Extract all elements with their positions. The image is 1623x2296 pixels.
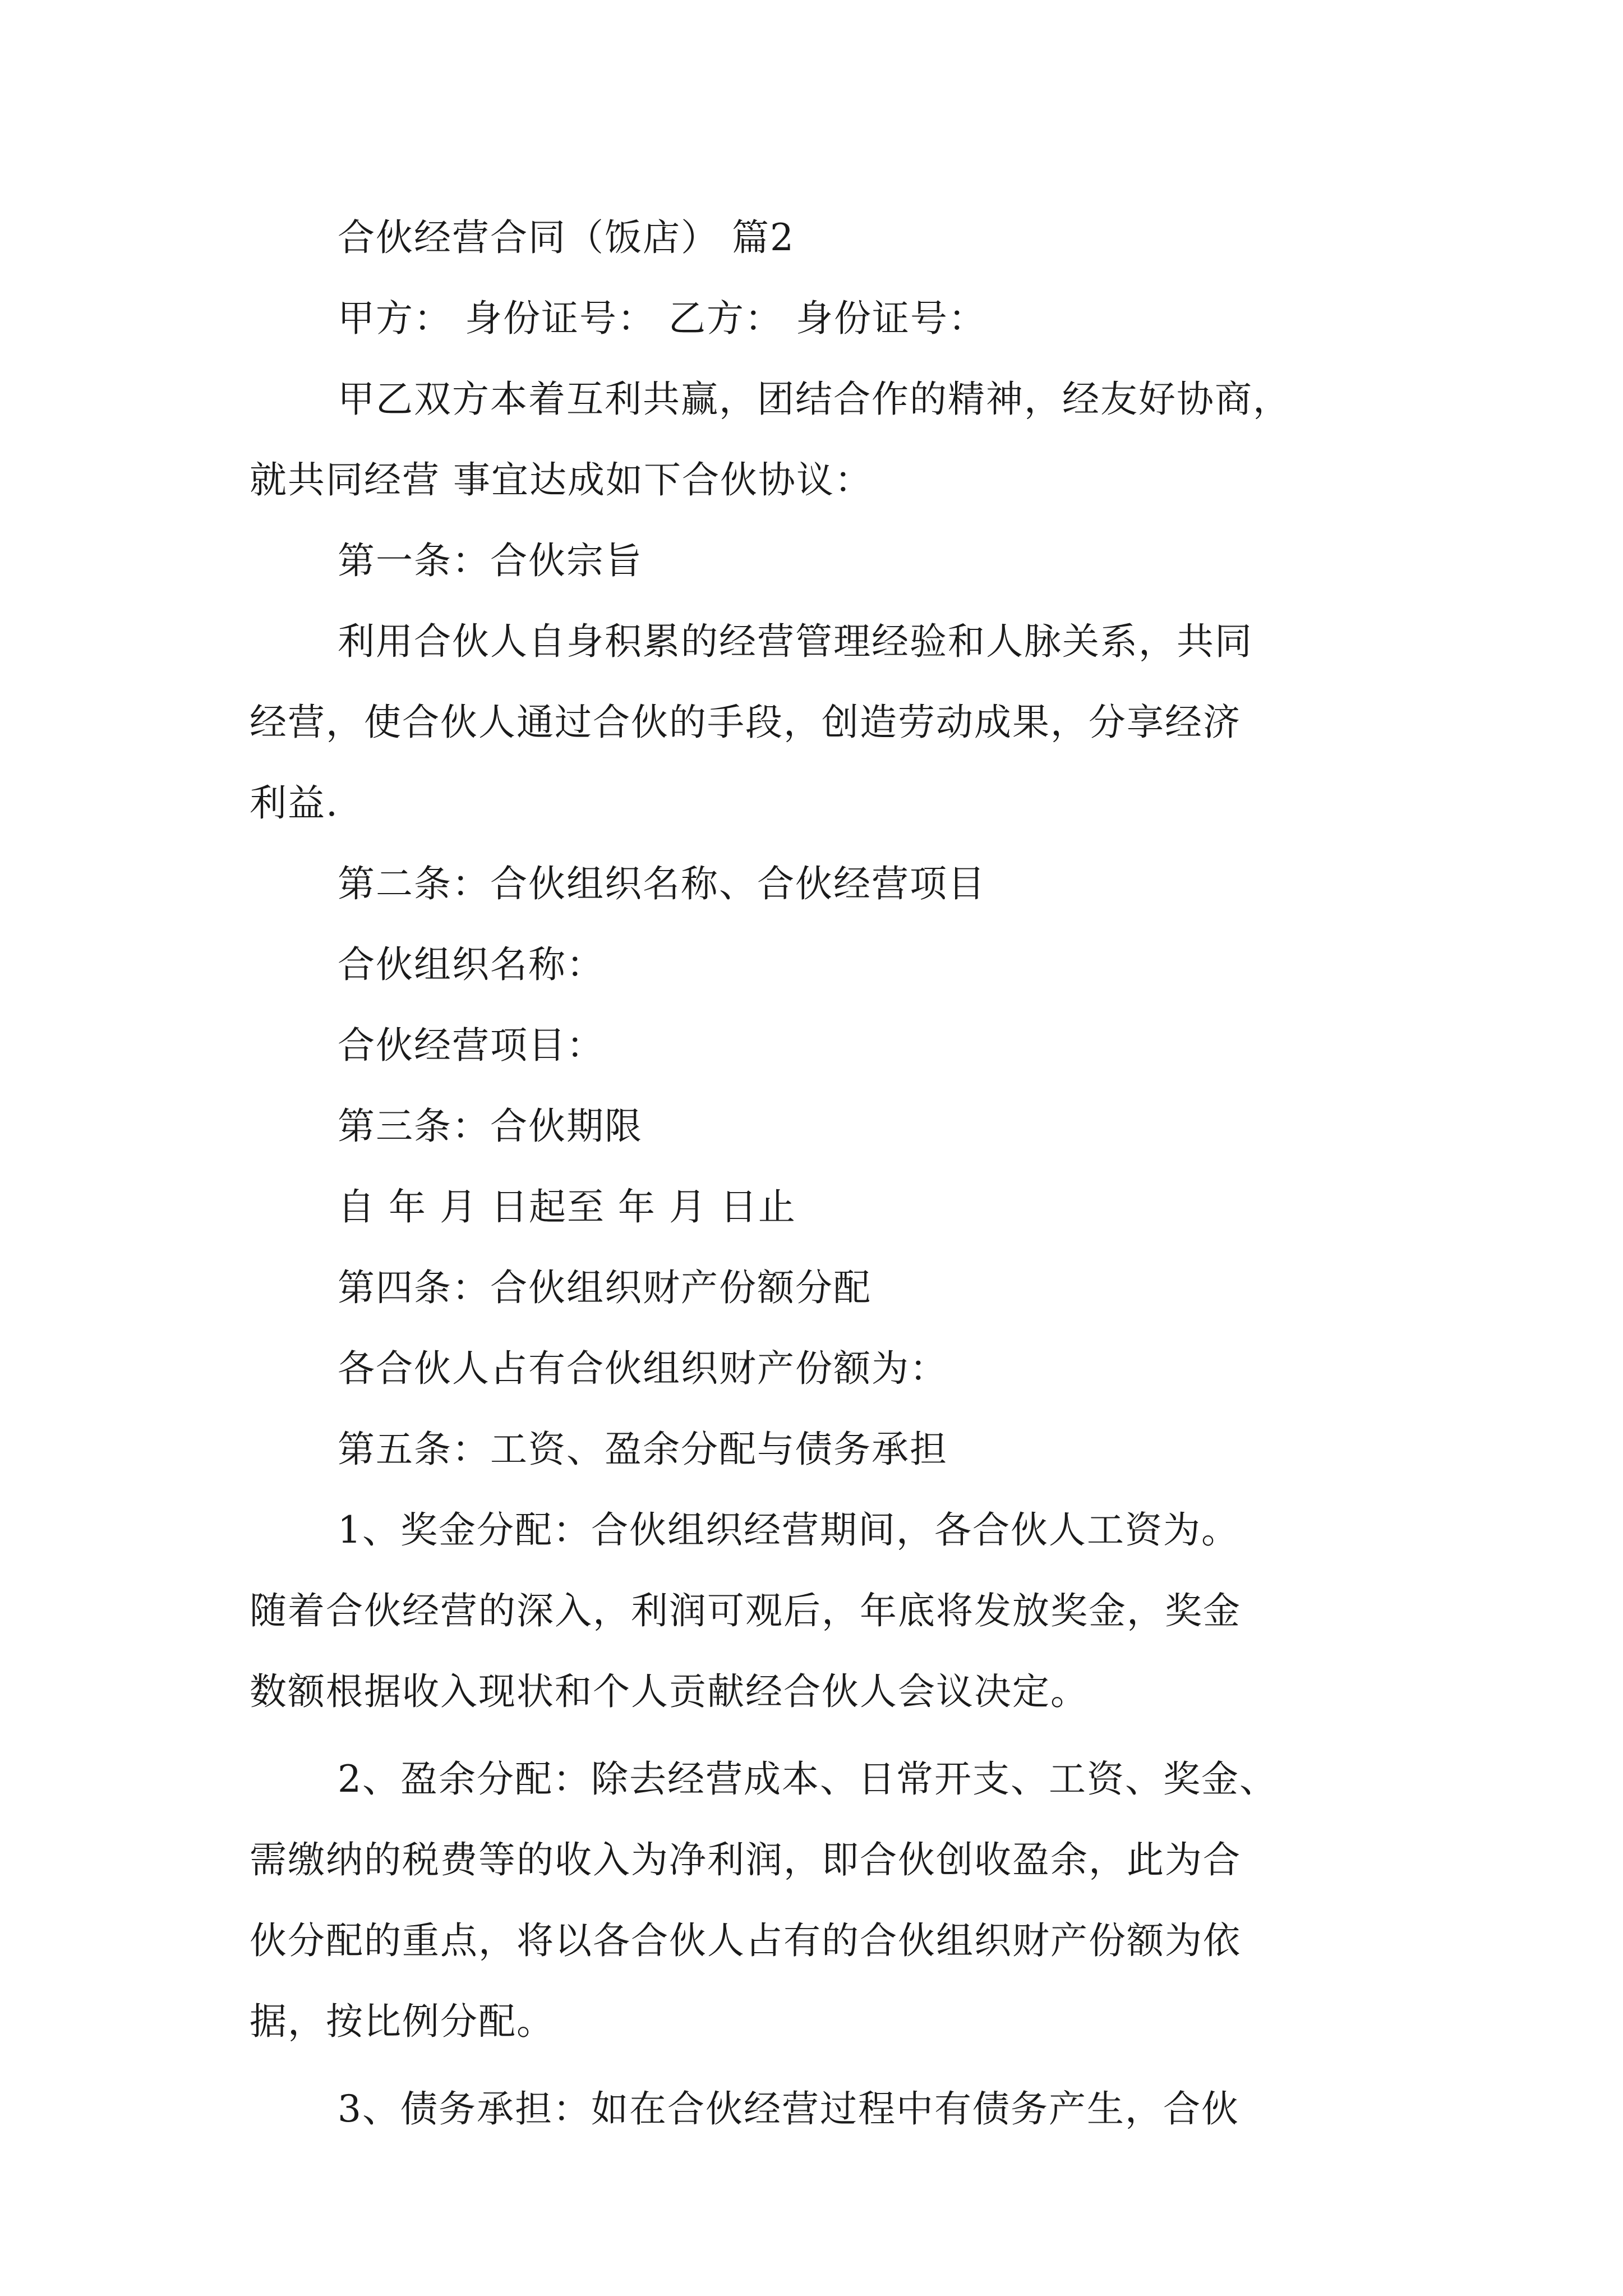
article-5-p1-line-1: 1、奖金分配：合伙组织经营期间，各合伙人工资为。 — [338, 1508, 1239, 1552]
article-1-line-3: 利益. — [250, 781, 339, 825]
article-5-p3-line-1: 3、债务承担：如在合伙经营过程中有债务产生，合伙 — [338, 2087, 1239, 2131]
article-3-term: 自 年 月 日起至 年 月 日止 — [338, 1185, 796, 1228]
article-2-project: 合伙经营项目： — [338, 1024, 605, 1067]
parties-line: 甲方： 身份证号： 乙方： 身份证号： — [338, 297, 986, 340]
article-1-line-2: 经营，使合伙人通过合伙的手段，创造劳动成果，分享经济 — [250, 701, 1241, 744]
paragraph-gap — [250, 2062, 1382, 2069]
article-5-p2-line-3: 伙分配的重点，将以各合伙人占有的合伙组织财产份额为依 — [250, 1919, 1241, 1962]
article-5-title: 第五条：工资、盈余分配与债务承担 — [338, 1428, 948, 1471]
intro-line-1: 甲乙双方本着互利共赢，团结合作的精神，经友好协商， — [338, 378, 1291, 421]
article-3-title: 第三条：合伙期限 — [338, 1105, 643, 1148]
document-title: 合伙经营合同（饭店） 篇2 — [338, 216, 795, 259]
article-5-p1-line-2: 随着合伙经营的深入，利润可观后，年底将发放奖金，奖金 — [250, 1589, 1241, 1632]
article-2-title: 第二条：合伙组织名称、合伙经营项目 — [338, 862, 986, 905]
article-1-title: 第一条：合伙宗旨 — [338, 539, 643, 582]
article-5-p2-line-4: 据，按比例分配。 — [250, 2000, 555, 2043]
paragraph-gap — [250, 1732, 1382, 1739]
article-5-p2-line-1: 2、盈余分配：除去经营成本、日常开支、工资、奖金、 — [338, 1757, 1278, 1801]
article-4-title: 第四条：合伙组织财产份额分配 — [338, 1266, 872, 1309]
article-2-org-name: 合伙组织名称： — [338, 943, 605, 986]
article-1-line-1: 利用合伙人自身积累的经营管理经验和人脉关系，共同 — [338, 620, 1253, 663]
article-4-body: 各合伙人占有合伙组织财产份额为： — [338, 1347, 948, 1390]
article-5-p1-line-3: 数额根据收入现状和个人贡献经合伙人会议决定。 — [250, 1670, 1089, 1713]
article-5-p2-line-2: 需缴纳的税费等的收入为净利润，即合伙创收盈余，此为合 — [250, 1838, 1241, 1881]
intro-line-2: 就共同经营 事宜达成如下合伙协议： — [250, 458, 873, 501]
document-body — [250, 197, 1382, 2150]
